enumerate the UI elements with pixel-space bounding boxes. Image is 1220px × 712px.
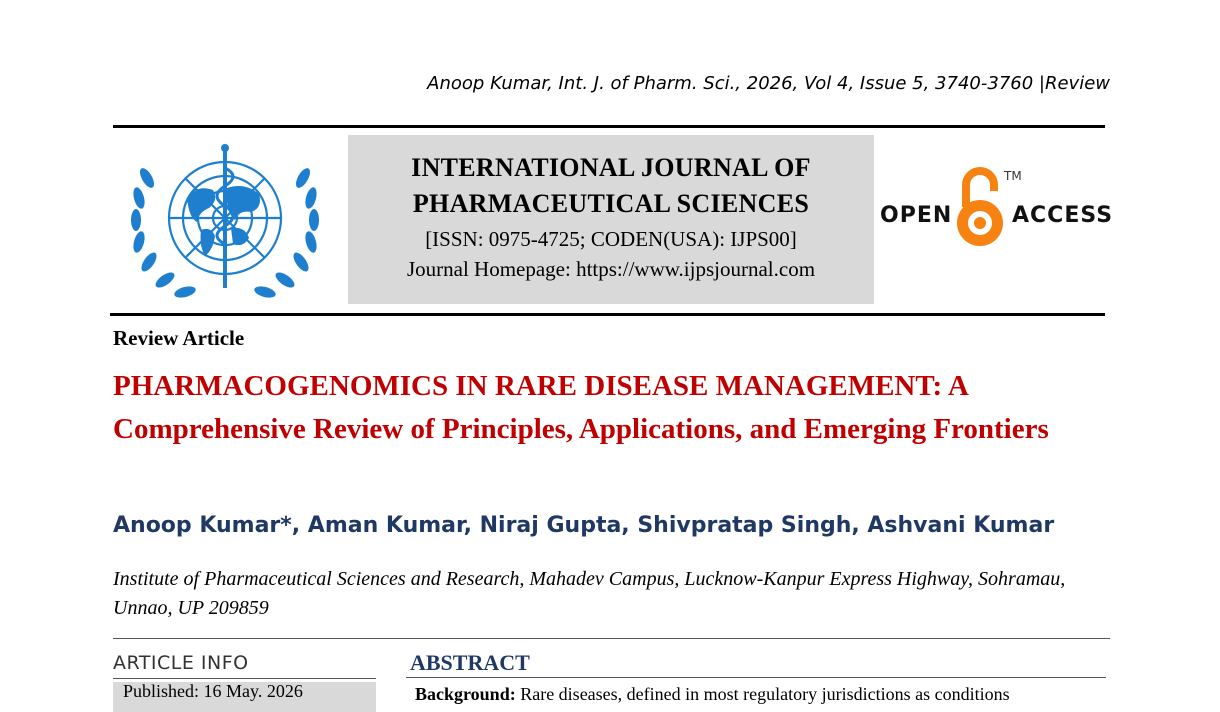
journal-emblem-icon bbox=[127, 138, 323, 306]
abstract-body: Rare diseases, defined in most regulatory jurisdictions as conditions bbox=[520, 684, 1010, 704]
article-info-rule bbox=[113, 678, 376, 679]
journal-codes: [ISSN: 0975-4725; CODEN(USA): IJPS00] bbox=[425, 227, 797, 251]
trademark-label: TM bbox=[1004, 169, 1022, 183]
article-title: PHARMACOGENOMICS IN RARE DISEASE MANAGEMENT: A Comprehensive Review of Principles, Applications, and Emerging Frontiers bbox=[113, 370, 1049, 445]
published-date: Published: 16 May. 2026 bbox=[113, 682, 376, 712]
journal-name-line1: INTERNATIONAL JOURNAL OF bbox=[411, 153, 811, 182]
header-rule-bottom bbox=[110, 313, 1105, 316]
abstract-heading: ABSTRACT bbox=[410, 650, 530, 675]
author-list: Anoop Kumar*, Aman Kumar, Niraj Gupta, Shivpratap Singh, Ashvani Kumar bbox=[113, 513, 1055, 538]
abstract-rule bbox=[406, 677, 1106, 678]
author-affiliation: Institute of Pharmaceutical Sciences and Research, Mahadev Campus, Lucknow-Kanpur Express Highway, Sohramau, Unnao, UP 209859 bbox=[113, 568, 1066, 619]
journal-name-line2: PHARMACEUTICAL SCIENCES bbox=[412, 189, 810, 218]
open-access-word-open: OPEN bbox=[880, 203, 953, 228]
open-access-word-access: ACCESS bbox=[1012, 203, 1114, 228]
article-type: Review Article bbox=[113, 326, 245, 350]
journal-name bbox=[348, 150, 874, 222]
open-lock-icon bbox=[954, 165, 1010, 251]
article-info-heading: ARTICLE INFO bbox=[113, 652, 249, 674]
section-divider bbox=[113, 638, 1110, 639]
open-access-logo bbox=[880, 165, 1114, 255]
running-head: Anoop Kumar, Int. J. of Pharm. Sci., 2026, Vol 4, Issue 5, 3740-3760 |Review bbox=[427, 73, 1110, 94]
journal-homepage: Journal Homepage: https://www.ijpsjournal.com bbox=[406, 257, 816, 281]
journal-masthead bbox=[348, 135, 874, 304]
abstract-text bbox=[415, 684, 1105, 704]
abstract-lead-label: Background: bbox=[415, 684, 516, 704]
header-rule-top bbox=[113, 125, 1105, 128]
